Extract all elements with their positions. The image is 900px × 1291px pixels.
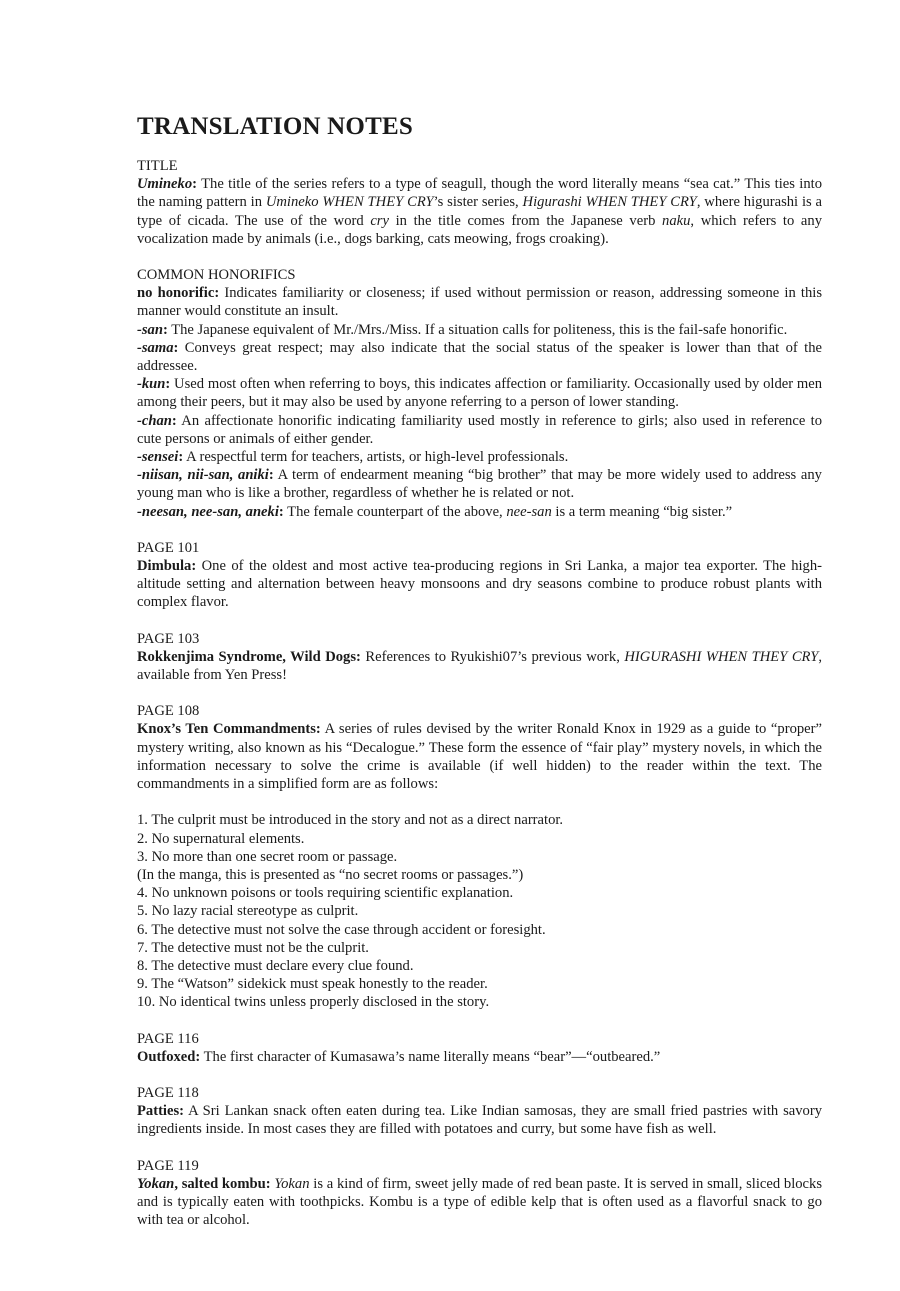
entry-niisan: -niisan, nii-san, aniki: A term of endearment meaning “big brother” that may be more widely used to address any young man who is like a brother, regardless of whether he is related or not.	[137, 467, 822, 502]
section-heading: PAGE 118	[137, 1084, 199, 1101]
section-heading: PAGE 101	[137, 539, 200, 556]
list-item: 7. The detective must not be the culprit.	[137, 939, 369, 956]
entry-kun: -kun: Used most often when referring to boys, this indicates affection or familiarity. Occasionally used by older men among their peers, but it may also be used by anyone referring to a person of lower standing.	[137, 376, 822, 411]
entry-rokkenjima: Rokkenjima Syndrome, Wild Dogs: References to Ryukishi07’s previous work, HIGURASHI WHEN THEY CRY, available from Yen Press!	[137, 648, 822, 684]
page-title: TRANSLATION NOTES	[137, 113, 413, 140]
notes-content	[137, 112, 822, 1247]
entry-outfoxed: Outfoxed: The first character of Kumasawa’s name literally means “bear”—“outbeared.”	[137, 1048, 661, 1065]
commandments-list	[137, 811, 822, 1011]
entry-sensei: -sensei: A respectful term for teachers, artists, or high-level professionals.	[137, 449, 569, 466]
section-title	[137, 157, 822, 248]
section-heading: PAGE 119	[137, 1157, 199, 1174]
section-heading: COMMON HONORIFICS	[137, 267, 296, 284]
entry-patties: Patties: A Sri Lankan snack often eaten during tea. Like Indian samosas, they are small fried pastries with savory ingredients inside. In most cases they are filled with potatoes and curry, but some have fish as well.	[137, 1103, 822, 1138]
list-item: 8. The detective must declare every clue found.	[137, 957, 414, 974]
entry-umineko: Umineko: The title of the series refers to a type of seagull, though the word literally means “sea cat.” This ties into the naming pattern in Umineko WHEN THEY CRY’s sister series, Higurashi WHEN THEY CRY, where higurashi is a type of cicada. The use of the word cry in the title comes from the Japanese verb naku, which refers to any vocalization made by animals (i.e., dogs barking, cats meowing, frogs croaking).	[137, 176, 823, 247]
section-honorifics	[137, 266, 822, 521]
section-page-108	[137, 702, 822, 1011]
section-page-101	[137, 539, 822, 612]
list-item: 6. The detective must not solve the case through accident or foresight.	[137, 921, 546, 938]
list-item: 9. The “Watson” sidekick must speak honestly to the reader.	[137, 976, 488, 993]
section-heading: PAGE 116	[137, 1030, 199, 1047]
list-item: 3. No more than one secret room or passage.	[137, 848, 398, 865]
section-heading: PAGE 108	[137, 703, 200, 720]
section-page-103	[137, 630, 822, 685]
list-item: 10. No identical twins unless properly disclosed in the story.	[137, 994, 490, 1011]
entry-dimbula: Dimbula: One of the oldest and most active tea-producing regions in Sri Lanka, a major tea exporter. The high-altitude setting and alternation between heavy monsoons and dry seasons combine to produce robust plants with complex flavor.	[137, 558, 822, 611]
list-item: 2. No supernatural elements.	[137, 830, 305, 847]
entry-chan: -chan: An affectionate honorific indicating familiarity used mostly in reference to girls; also used in reference to cute persons or animals of either gender.	[137, 412, 822, 447]
term: Umineko	[137, 176, 193, 193]
list-item: 1. The culprit must be introduced in the story and not as a direct narrator.	[137, 812, 564, 829]
entry-yokan: Yokan, salted kombu: Yokan is a kind of firm, sweet jelly made of red bean paste. It is served in small, sliced blocks and is typically eaten with toothpicks. Kombu is a type of edible kelp that is often used as a flavorful snack to go with tea or alcohol.	[137, 1175, 822, 1229]
entry-knox: Knox’s Ten Commandments: A series of rules devised by the writer Ronald Knox in 1929 as a guide to “proper” mystery writing, also known as his “Decalogue.” These form the essence of “fair play” mystery novels, in which the information necessary to solve the crime is available (if well hidden) to the reader within the text. The commandments in a simplified form are as follows:	[137, 721, 822, 793]
entry-no-honorific: no honorific: Indicates familiarity or closeness; if used without permission or reason, addressing someone in this manner would constitute an insult.	[137, 285, 822, 320]
section-heading: TITLE	[137, 158, 178, 174]
section-page-119	[137, 1157, 822, 1230]
entry-sama: -sama: Conveys great respect; may also indicate that the social status of the speaker is lower than that of the addressee.	[137, 339, 822, 375]
section-page-118	[137, 1084, 822, 1139]
list-item: (In the manga, this is presented as “no secret rooms or passages.”)	[137, 866, 524, 883]
list-item: 4. No unknown poisons or tools requiring scientific explanation.	[137, 885, 514, 902]
list-item: 5. No lazy racial stereotype as culprit.	[137, 903, 359, 920]
section-heading: PAGE 103	[137, 630, 200, 647]
entry-san: -san: The Japanese equivalent of Mr./Mrs./Miss. If a situation calls for politeness, this is the fail-safe honorific.	[137, 321, 788, 338]
section-page-116	[137, 1030, 822, 1066]
entry-neesan: -neesan, nee-san, aneki: The female counterpart of the above, nee-san is a term meaning “big sister.”	[137, 503, 733, 520]
